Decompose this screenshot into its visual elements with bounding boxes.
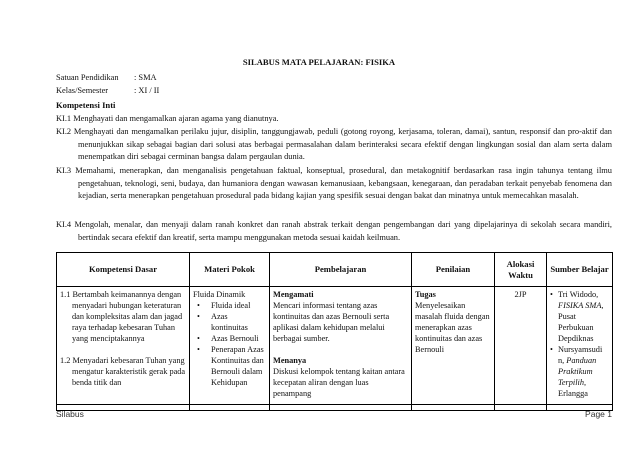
- footer-divider: [56, 404, 612, 405]
- cell-penilaian: [412, 287, 495, 411]
- header-alokasi-waktu: Alokasi Waktu: [495, 253, 547, 287]
- materi-title: Fluida Dinamik: [193, 290, 246, 299]
- ki-2: KI.2 Menghayati dan mengamalkan perilaku jujur, disiplin, tanggungjawab, peduli (gotong royong, kerjasama, toleran, damai), santun, responsif dan pro-aktif dan menunjukkan sikap sebagai bagian dari solusi atas berbagai permasalahan dalam berinteraksi secara efektif dengan lingkungan sosial dan alam serta dalam menempatkan diri sebagai cerminan bangsa dalam pergaulan dunia.: [56, 127, 612, 162]
- ki-4: KI.4 Mengolah, menalar, dan menyaji dalam ranah konkret dan ranah abstrak terkait dengan pengembangan dari yang dipelajarinya di sekolah secara mandiri, bertindak secara efektif dan kreatif, serta mampu menggunakan metoda sesuai kaidah keilmuan.: [56, 220, 612, 242]
- meta-row-kelas: [56, 86, 159, 95]
- sumber-item: [550, 344, 609, 399]
- penilaian-text: Menyelesaikan masalah fluida dengan menerapkan azas kontinuitas dan azas Bernouli: [415, 301, 490, 354]
- meta-value: : XI / II: [134, 86, 160, 95]
- sumber-publisher: , Erlangga: [558, 378, 588, 398]
- sumber-book-title: FISIKA SMA: [558, 301, 602, 310]
- meta-key: Kelas/Semester: [56, 86, 109, 95]
- alokasi-value: 2JP: [514, 290, 527, 299]
- table-header-row: [57, 253, 613, 287]
- ki-1: KI.1 Menghayati dan mengamalkan ajaran agama yang dianutnya.: [56, 114, 279, 123]
- document-title: SILABUS MATA PELAJARAN: FISIKA: [242, 57, 396, 67]
- cell-alokasi-waktu: [495, 287, 547, 411]
- sumber-author: Tri Widodo,: [558, 290, 599, 299]
- header-kompetensi-dasar: Kompetensi Dasar: [57, 253, 190, 287]
- footer-page-number: Page 1: [585, 409, 612, 419]
- cell-sumber-belajar: [547, 287, 613, 411]
- header-pembelajaran: Pembelajaran: [270, 253, 412, 287]
- cell-kompetensi-dasar: [57, 287, 190, 411]
- footer-left: Silabus: [56, 409, 84, 419]
- sumber-publisher: , Pusat Perbukuan Depdiknas: [558, 301, 604, 343]
- ki-3: KI.3 Memahami, menerapkan, dan menganalisis pengetahuan faktual, konseptual, prosedural, dan metakognitif berdasarkan rasa ingin tahunya tentang ilmu pengetahuan, teknologi, seni, budaya, dan humaniora dengan wawasan kemanusiaan, kebangsaan, kenegaraan, dan peradaban terkait penyebab fenomena dan kejadian, serta menerapkan pengetahuan prosedural pada bidang kajian yang spesifik sesuai dengan bakat dan minatnya untuk memecahkan masalah.: [56, 166, 612, 201]
- meta-key: Satuan Pendidikan: [56, 73, 119, 82]
- cell-materi-pokok: [190, 287, 270, 411]
- materi-item: • Azas kontinuitas: [193, 311, 266, 333]
- sumber-book-title: Panduan Praktikum Terpilih: [558, 356, 597, 387]
- pembelajaran-text: Mencari informasi tentang azas kontinuitas dan azas Bernouli serta aplikasi dalam kehidupan melalui berbagai sumber.: [273, 301, 390, 343]
- materi-item: • Azas Bernouli: [193, 333, 266, 344]
- materi-item: • Fluida ideal: [193, 300, 266, 311]
- materi-list: [193, 300, 266, 388]
- kd-item: 1.1 Bertambah keimanannya dengan menyadari hubungan keteraturan dan kompleksitas alam dan jagad raya terhadap kebesaran Tuhan yang menciptakannya: [60, 290, 183, 343]
- silabus-table: [56, 252, 613, 411]
- sumber-author: Nursyamsudi n,: [558, 345, 603, 365]
- pembelajaran-label-mengamati: Mengamati: [273, 290, 314, 299]
- penilaian-label: Tugas: [415, 290, 436, 299]
- header-sumber-belajar: Sumber Belajar: [547, 253, 613, 287]
- materi-item: • Penerapan Azas Kontinuitas dan Bernouli dalam Kehidupan: [193, 344, 266, 388]
- pembelajaran-text: Diskusi kelompok tentang kaitan antara kecepatan aliran dengan luas penampang: [273, 367, 405, 398]
- kd-item: 1.2 Menyadari kebesaran Tuhan yang mengatur karakteristik gerak pada benda titik dan: [60, 356, 186, 387]
- meta-value: : SMA: [134, 73, 157, 82]
- table-row: [57, 287, 613, 411]
- header-materi-pokok: Materi Pokok: [190, 253, 270, 287]
- sumber-list: [550, 289, 609, 399]
- kompetensi-inti-heading: Kompetensi Inti: [56, 100, 116, 110]
- sumber-item: [550, 289, 609, 344]
- cell-pembelajaran: [270, 287, 412, 411]
- pembelajaran-label-menanya: Menanya: [273, 356, 307, 365]
- meta-row-satuan: [56, 73, 157, 82]
- header-penilaian: Penilaian: [412, 253, 495, 287]
